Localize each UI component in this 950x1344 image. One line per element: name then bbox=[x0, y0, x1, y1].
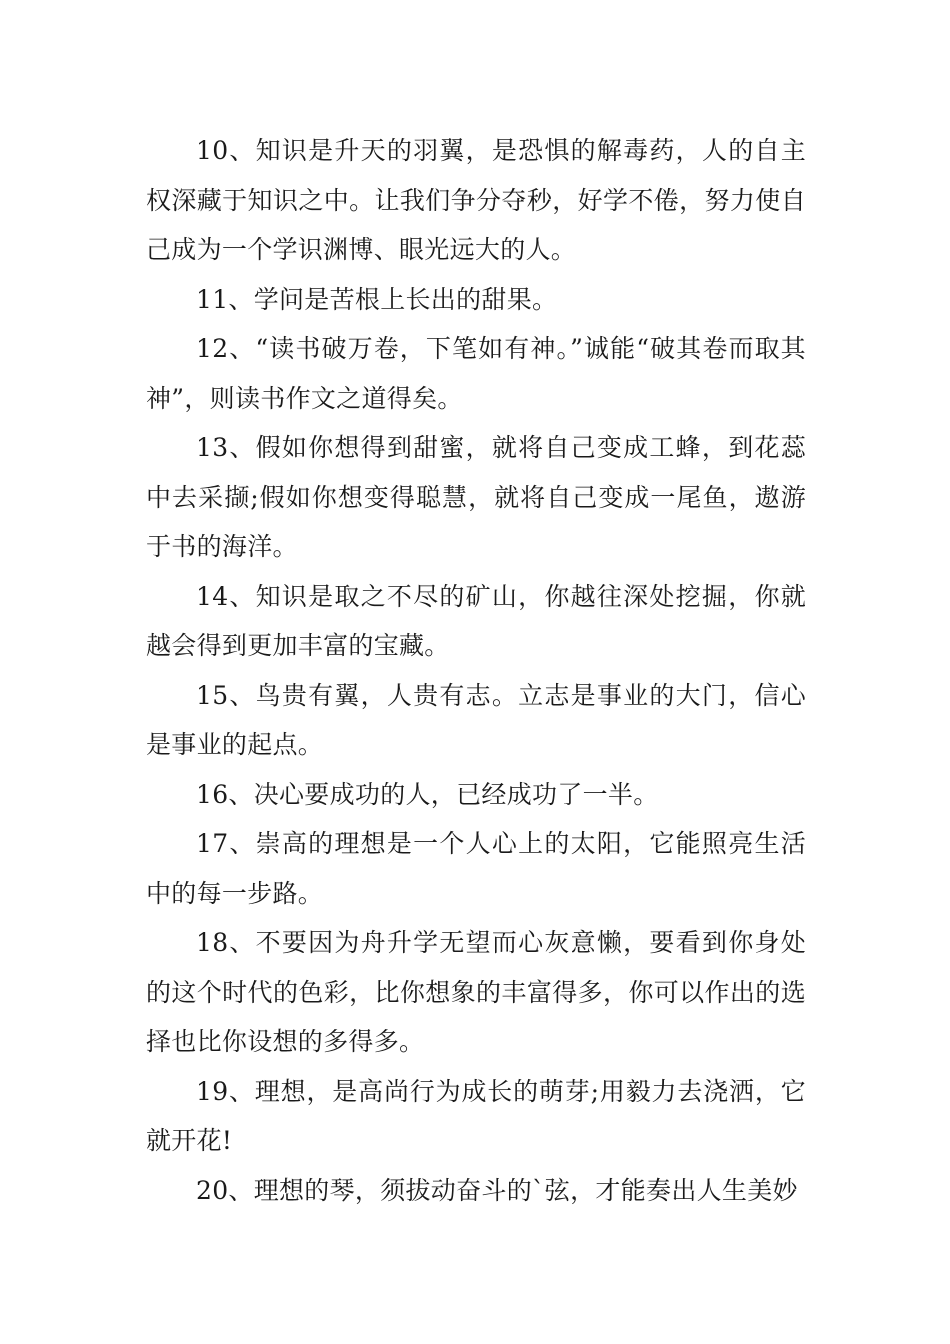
paragraph-16: 16、决心要成功的人，已经成功了一半。 bbox=[196, 779, 659, 809]
paragraph-18: 18、不要因为舟升学无望而心灰意懒，要看到你身处的这个时代的色彩，比你想象的丰富得多，你可以作出的选择也比你设想的多得多。 bbox=[146, 928, 806, 1056]
paragraph-12: 12、“读书破万卷，下笔如有神。”诚能“破其卷而取其神”，则读书作文之道得矣。 bbox=[146, 334, 806, 413]
paragraph-11: 11、学问是苦根上长出的甜果。 bbox=[196, 284, 558, 314]
paragraph-10: 10、知识是升天的羽翼，是恐惧的解毒药，人的自主权深藏于知识之中。让我们争分夺秒，好学不倦，努力使自己成为一个学识渊博、眼光远大的人。 bbox=[146, 136, 806, 264]
paragraph-15: 15、鸟贵有翼，人贵有志。立志是事业的大门，信心是事业的起点。 bbox=[146, 680, 806, 759]
paragraph-20: 20、理想的琴，须拔动奋斗的`弦，才能奏出人生美妙 bbox=[196, 1175, 798, 1205]
paragraph-13: 13、假如你想得到甜蜜，就将自己变成工蜂，到花蕊中去采撷;假如你想变得聪慧，就将自己变成一尾鱼，遨游于书的海洋。 bbox=[146, 433, 806, 561]
paragraph-17: 17、崇高的理想是一个人心上的太阳，它能照亮生活中的每一步路。 bbox=[146, 829, 806, 908]
paragraph-19: 19、理想，是高尚行为成长的萌芽;用毅力去浇洒，它就开花! bbox=[146, 1076, 806, 1155]
paragraph-14: 14、知识是取之不尽的矿山，你越往深处挖掘，你就越会得到更加丰富的宝藏。 bbox=[146, 581, 806, 660]
document-page bbox=[146, 126, 806, 1215]
